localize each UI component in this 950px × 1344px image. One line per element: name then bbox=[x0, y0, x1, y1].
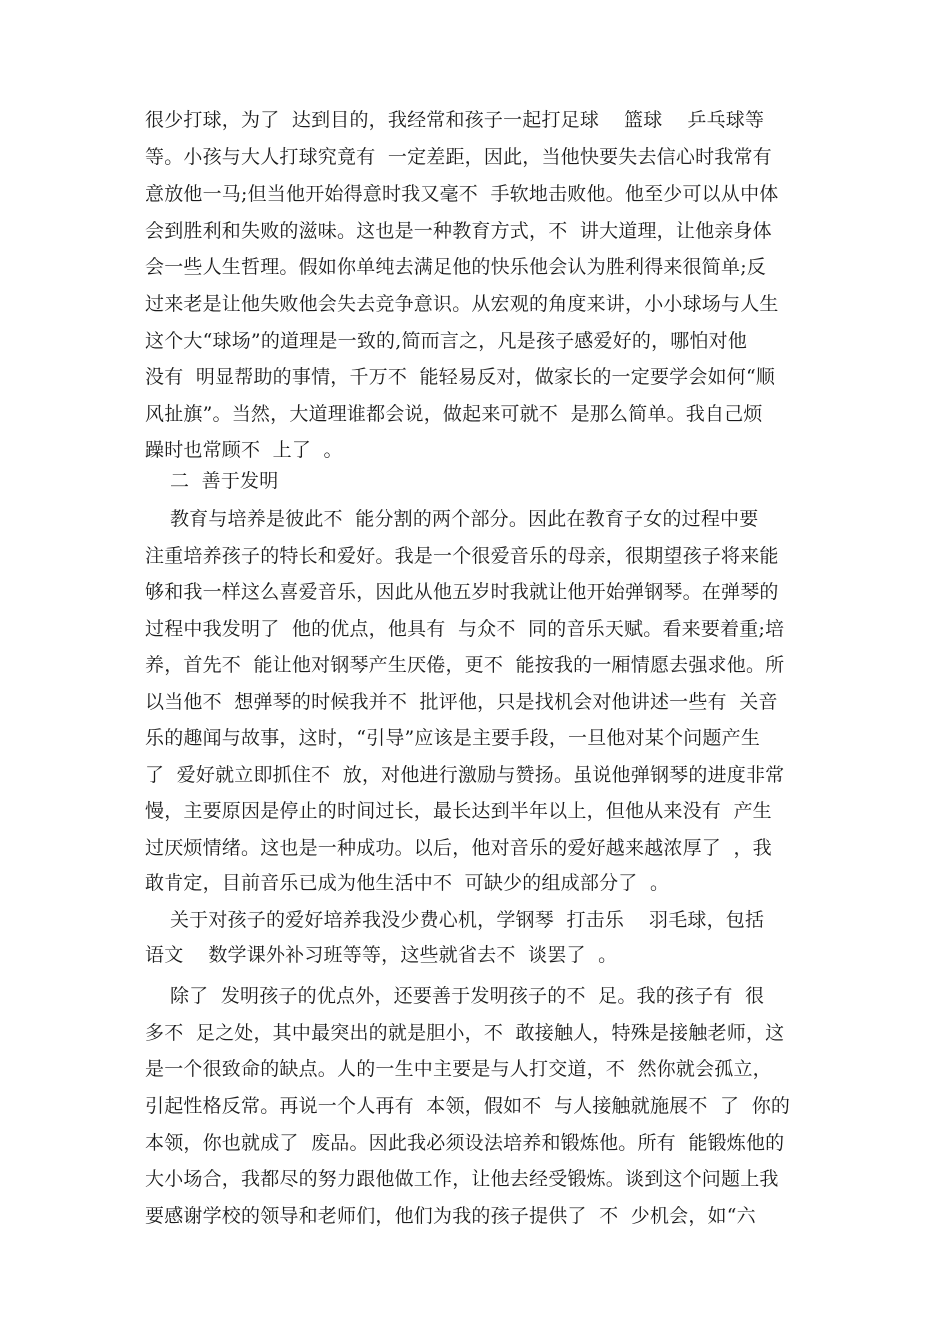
text-line: 等。小孩与大人打球究竟有 一定差距，因此，当他快要失去信心时我常有 bbox=[145, 146, 772, 168]
text-line: 以当他不 想弹琴的时候我并不 批评他，只是找机会对他讲述一些有 关音 bbox=[145, 691, 778, 713]
text-line: 除了 发明孩子的优点外，还要善于发明孩子的不 足。我的孩子有 很 bbox=[145, 985, 765, 1007]
text-line: 养，首先不 能让他对钢琴产生厌倦，更不 能按我的一厢情愿去强求他。所 bbox=[145, 654, 785, 676]
text-line: 引起性格反常。再说一个人再有 本领，假如不 与人接触就施展不 了 你的 bbox=[145, 1095, 791, 1117]
section-heading: 二 善于发明 bbox=[145, 470, 279, 492]
text-line: 敢肯定，目前音乐已成为他生活中不 可缺少的组成部分了 。 bbox=[145, 872, 670, 894]
text-line: 关于对孩子的爱好培养我没少费心机，学钢琴 打击乐 羽毛球，包括 bbox=[145, 909, 765, 931]
text-line: 过程中我发明了 他的优点，他具有 与众不 同的音乐天赋。看来要着重;培 bbox=[145, 618, 785, 640]
text-line: 过厌烦情绪。这也是一种成功。以后，他对音乐的爱好越来越浓厚了 ，我 bbox=[145, 837, 772, 859]
text-line: 慢，主要原因是停止的时间过长，最长达到半年以上，但他从来没有 产生 bbox=[145, 800, 772, 822]
text-line: 是一个很致命的缺点。人的一生中主要是与人打交道，不 然你就会孤立， bbox=[145, 1058, 772, 1080]
text-line: 教育与培养是彼此不 能分割的两个部分。因此在教育子女的过程中要 bbox=[145, 508, 759, 530]
text-line: 本领，你也就成了 废品。因此我必须设法培养和锻炼他。所有 能锻炼他的 bbox=[145, 1132, 785, 1154]
text-line: 很少打球，为了 达到目的，我经常和孩子一起打足球 篮球 乒乓球等 bbox=[145, 109, 765, 131]
text-line: 够和我一样这么喜爱音乐，因此从他五岁时我就让他开始弹钢琴。在弹琴的 bbox=[145, 581, 779, 603]
text-line: 没有 明显帮助的事情，千万不 能轻易反对，做家长的一定要学会如何“顺 bbox=[145, 366, 776, 388]
text-line: 要感谢学校的领导和老师们，他们为我的孩子提供了 不 少机会，如“六 bbox=[145, 1205, 756, 1227]
text-line: 语文 数学课外补习班等等，这些就省去不 谈罢了 。 bbox=[145, 944, 618, 966]
text-line: 会到胜利和失败的滋味。这也是一种教育方式，不 讲大道理，让他亲身体 bbox=[145, 220, 772, 242]
text-line: 过来老是让他失败他会失去竞争意识。从宏观的角度来讲，小小球场与人生 bbox=[145, 293, 779, 315]
text-line: 乐的趣闻与故事，这时，“引导”应该是主要手段，一旦他对某个问题产生 bbox=[145, 727, 761, 749]
text-line: 了 爱好就立即抓住不 放，对他进行激励与赞扬。虽说他弹钢琴的进度非常 bbox=[145, 764, 785, 786]
text-line: 风扯旗”。当然，大道理谁都会说，做起来可就不 是那么简单。我自己烦 bbox=[145, 403, 763, 425]
text-line: 躁时也常顾不 上了 。 bbox=[145, 439, 343, 461]
text-line: 多不 足之处，其中最突出的就是胆小，不 敢接触人，特殊是接触老师，这 bbox=[145, 1022, 785, 1044]
text-line: 这个大“球场”的道理是一致的,简而言之，凡是孩子感爱好的，哪怕对他 bbox=[145, 330, 748, 352]
text-line: 会一些人生哲理。假如你单纯去满足他的快乐他会认为胜利得来很简单;反 bbox=[145, 256, 767, 278]
text-line: 注重培养孩子的特长和爱好。我是一个很爱音乐的母亲，很期望孩子将来能 bbox=[145, 545, 779, 567]
text-line: 大小场合，我都尽的努力跟他做工作，让他去经受锻炼。谈到这个问题上我 bbox=[145, 1168, 779, 1190]
text-line: 意放他一马;但当他开始得意时我又毫不 手软地击败他。他至少可以从中体 bbox=[145, 183, 779, 205]
